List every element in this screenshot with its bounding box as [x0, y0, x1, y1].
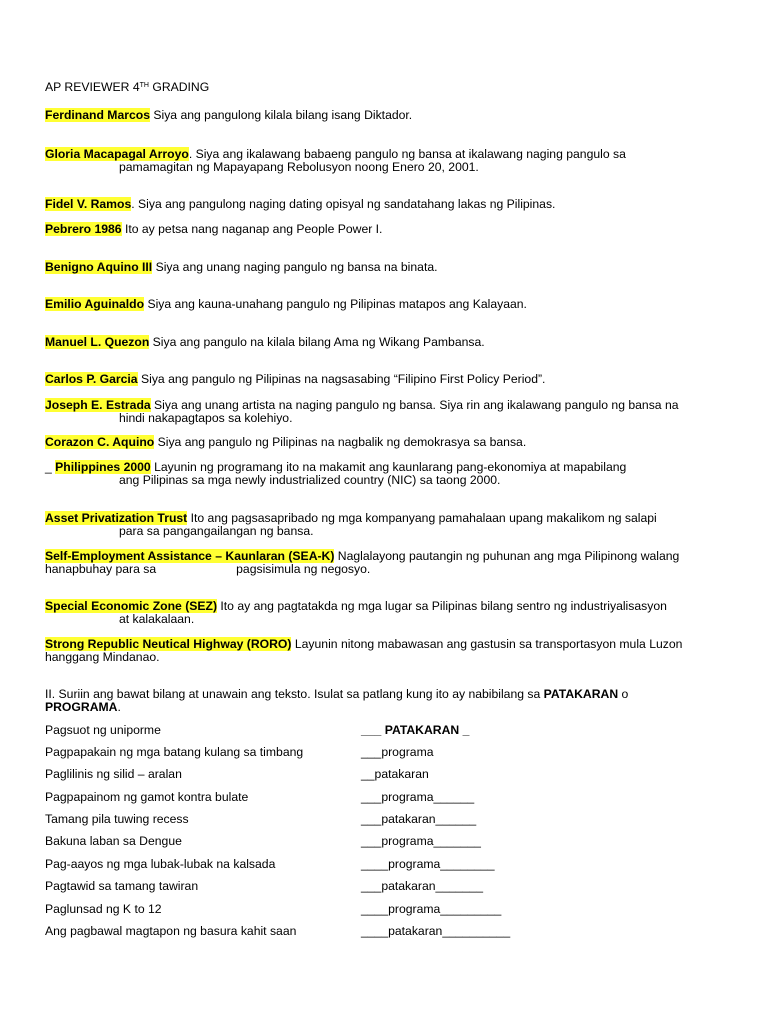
answer-blank: ____patakaran__________	[361, 924, 511, 938]
entry-term: Special Economic Zone (SEZ)	[45, 599, 218, 613]
entry-term: Pebrero 1986	[45, 222, 122, 236]
entry: Asset Privatization Trust Ito ang pagsasapribado ng mga kompanyang pamahalaan upang makalikom ng salapi para sa pangangailangan ng bansa.	[45, 511, 657, 538]
list-item: Bakuna laban sa Dengue ___programa_______	[45, 834, 481, 848]
answer-blank: ___programa_______	[361, 834, 481, 848]
entry-term: Gloria Macapagal Arroyo	[45, 147, 189, 161]
list-item: Pagpapainom ng gamot kontra bulate ___programa______	[45, 790, 475, 804]
entry: Corazon C. Aquino Siya ang pangulo ng Pilipinas na nagbalik ng demokrasya sa bansa.	[45, 435, 527, 449]
list-item: Pag-aayos ng mga lubak-lubak na kalsada ____programa________	[45, 857, 495, 871]
list-item: Pagpapakain ng mga batang kulang sa timbang ___programa	[45, 745, 434, 759]
entry-term: Fidel V. Ramos	[45, 197, 132, 211]
answer-blank: __patakaran	[361, 767, 429, 781]
answer-blank: ____programa________	[361, 857, 495, 871]
entry: Joseph E. Estrada Siya ang unang artista na naging pangulo ng bansa. Siya rin ang ikalawang pangulo ng bansa na hindi nakapagtapos sa kolehiyo.	[45, 398, 679, 425]
list-item: Paglunsad ng K to 12 ____programa_________	[45, 902, 502, 916]
entry-term: Strong Republic Neutical Highway (RORO)	[45, 637, 292, 651]
entry: Carlos P. Garcia Siya ang pangulo ng Pilipinas na nagsasabing “Filipino First Policy Period”.	[45, 372, 546, 386]
entry: Manuel L. Quezon Siya ang pangulo na kilala bilang Ama ng Wikang Pambansa.	[45, 335, 485, 349]
list-item: Pagsuot ng uniporme ___ PATAKARAN _	[45, 723, 470, 737]
entry: Fidel V. Ramos. Siya ang pangulong naging dating opisyal ng sandatahang lakas ng Pilipinas.	[45, 197, 556, 211]
entry: Benigno Aquino III Siya ang unang naging pangulo ng bansa na binata.	[45, 260, 438, 274]
entry-term: Emilio Aguinaldo	[45, 297, 145, 311]
part2-instruction: II. Suriin ang bawat bilang at unawain ang teksto. Isulat sa patlang kung ito ay nabibilang sa PATAKARAN o PROGRAMA.	[45, 687, 629, 714]
answer-blank: ___programa______	[361, 790, 475, 804]
answer-blank: ____programa_________	[361, 902, 502, 916]
entry: Ferdinand Marcos Siya ang pangulong kilala bilang isang Diktador.	[45, 108, 413, 122]
entry: Emilio Aguinaldo Siya ang kauna-unahang pangulo ng Pilipinas matapos ang Kalayaan.	[45, 297, 527, 311]
entry: Gloria Macapagal Arroyo. Siya ang ikalawang babaeng pangulo ng bansa at ikalawang naging pangulo sa pamamagitan ng Mapayapang Rebolusyon noong Enero 20, 2001.	[45, 147, 626, 174]
entry-term: Ferdinand Marcos	[45, 108, 150, 122]
page-title: AP REVIEWER 4TH GRADING	[45, 80, 210, 94]
entry-term: Manuel L. Quezon	[45, 335, 150, 349]
answer-blank: ___programa	[361, 745, 434, 759]
answer-blank: ___patakaran______	[361, 812, 477, 826]
entry-term: Corazon C. Aquino	[45, 435, 155, 449]
answer-blank: ___patakaran_______	[361, 879, 483, 893]
list-item: Ang pagbawal magtapon ng basura kahit saan ____patakaran__________	[45, 924, 511, 938]
entry: Self-Employment Assistance – Kaunlaran (SEA-K) Naglalayong pautangin ng puhunan ang mga Pilipinong walang hanapbuhay para sa pagsisimula ng negosyo.	[45, 549, 680, 576]
entry: Strong Republic Neutical Highway (RORO) Layunin nitong mabawasan ang gastusin sa transportasyon mula Luzon hanggang Mindanao.	[45, 637, 683, 664]
entry-term: Benigno Aquino III	[45, 260, 153, 274]
entry-term: Carlos P. Garcia	[45, 372, 138, 386]
entry: Special Economic Zone (SEZ) Ito ay ang pagtatakda ng mga lugar sa Pilipinas bilang sentro ng industriyalisasyon at kalakalaan.	[45, 599, 667, 626]
list-item: Tamang pila tuwing recess ___patakaran______	[45, 812, 477, 826]
entry-term: Joseph E. Estrada	[45, 398, 151, 412]
entry: _ Philippines 2000 Layunin ng programang ito na makamit ang kaunlarang pang-ekonomiya at mapabilang ang Pilipinas sa mga newly industrialized country (NIC) sa taong 2000.	[45, 460, 627, 487]
entry-term: Philippines 2000	[55, 460, 151, 474]
answer-blank: ___ PATAKARAN _	[361, 723, 470, 737]
entry-term: Self-Employment Assistance – Kaunlaran (SEA-K)	[45, 549, 335, 563]
list-item: Paglilinis ng silid – aralan __patakaran	[45, 767, 429, 781]
entry: Pebrero 1986 Ito ay petsa nang naganap ang People Power I.	[45, 222, 383, 236]
list-item: Pagtawid sa tamang tawiran ___patakaran_______	[45, 879, 483, 893]
entry-term: Asset Privatization Trust	[45, 511, 188, 525]
